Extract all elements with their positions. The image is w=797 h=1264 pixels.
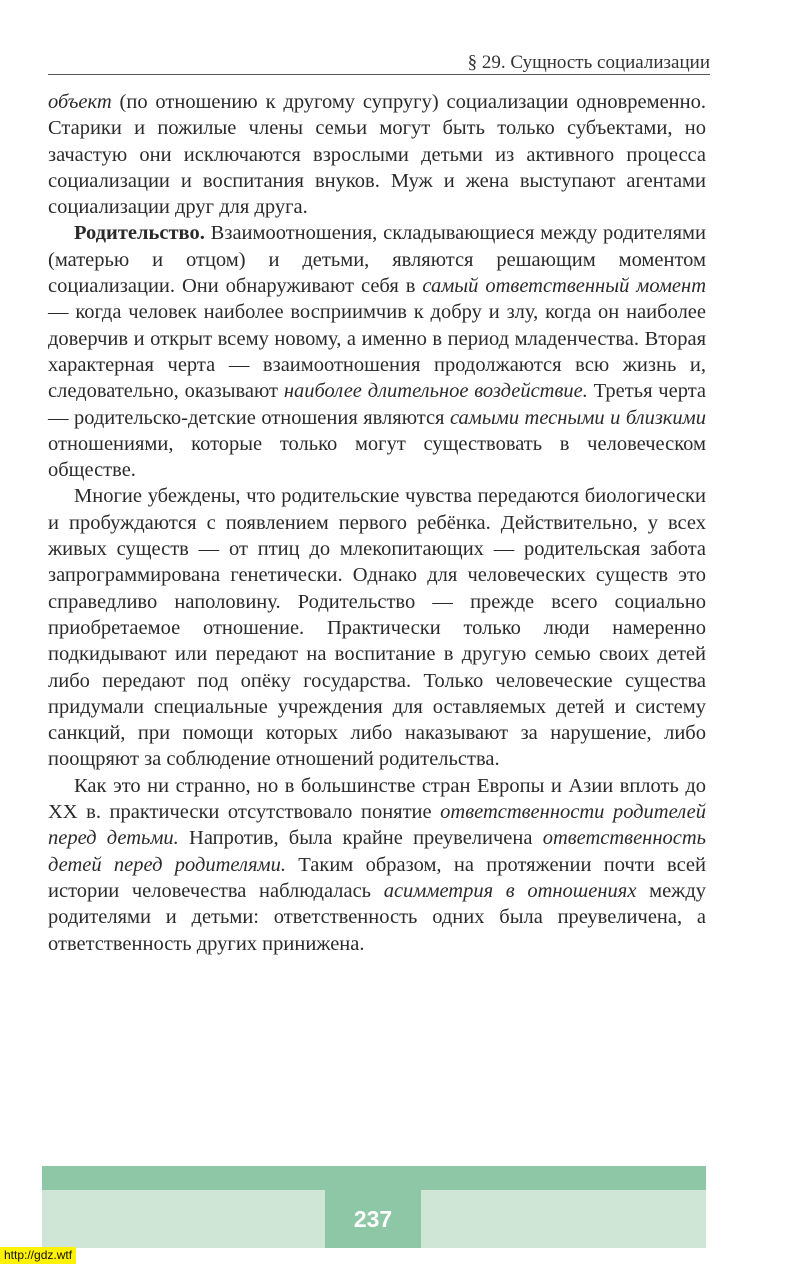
paragraph-text: между родителями и детьми: ответственность одних была преувеличена, а ответственность других принижена. xyxy=(48,879,707,955)
section-term-bold: Родительство. xyxy=(74,222,205,245)
footer-panel-left xyxy=(42,1190,325,1248)
paragraph-text: Третья черта — родительско-детские отношения являются xyxy=(48,380,707,429)
watermark-link[interactable]: http://gdz.wtf xyxy=(0,1247,76,1264)
paragraph-text: отношениями, которые только могут существовать в человеческом обществе. xyxy=(48,432,706,482)
italic-term: асимметрия в отношениях xyxy=(383,879,637,902)
footer-panel-right xyxy=(421,1190,706,1248)
running-header: § 29. Сущность социализации xyxy=(467,52,710,73)
italic-term: самый ответственный момент xyxy=(422,275,706,298)
page-body xyxy=(48,89,706,957)
italic-term: ответственности родителей перед детьми. xyxy=(48,801,706,850)
paragraph-text: Многие убеждены, что родительские чувства передаются биологически и пробуждаются с появлением первого ребёнка. Действительно, у всех живых существ — от птиц до млекопитающих — родительская забота запрограммирована генетически. Однако для человеческих существ это справедливо наполовину. Родительство — прежде всего социально приобретаемое отношение. Практически только люди намеренно подкидывают или передают на воспитание в другую семью своих детей либо передают под опёку государства. Только человеческие существа придумали специальные учреждения для оставляемых детей и систему санкций, при помощи которых либо наказывают за нарушение, либо поощряют за соблюдение отношений родительства. xyxy=(48,485,706,771)
paragraph-text: (по отношению к другому супругу) социализации одновременно. Старики и пожилые члены семьи могут быть только субъектами, но зачастую они исключаются взрослыми детьми из активного процесса социализации и воспитания внуков. Муж и жена выступают агентами социализации друг для друга. xyxy=(48,91,706,219)
paragraph-text: Таким образом, на протяжении почти всей истории человечества наблюдалась xyxy=(48,853,706,902)
italic-term: наиболее длительное воздействие. xyxy=(283,380,588,403)
italic-term: самыми тесными и близкими xyxy=(449,406,706,429)
footer-band xyxy=(42,1166,706,1190)
page-number: 237 xyxy=(353,1206,393,1232)
paragraph-2 xyxy=(48,220,706,483)
paragraph-text: — когда человек наиболее восприимчив к добру и злу, когда он наиболее доверчив и открыт всему новому, а именно в период младенчества. Вторая характерная черта — взаимоотношения продолжаются всю жизнь и, следовательно, оказывают xyxy=(48,301,706,403)
paragraph-1 xyxy=(48,89,706,220)
paragraph-text: Напротив, была крайне преувеличена xyxy=(178,827,543,850)
italic-term: объект xyxy=(48,91,112,113)
paragraph-text: Взаимоотношения, складывающиеся между родителями (матерью и отцом) и детьми, являются решающим моментом социализации. Они обнаруживают себя в xyxy=(48,222,706,298)
paragraph-text: Как это ни странно, но в большинстве стран Европы и Азии вплоть до XX в. практически отсутствовало понятие xyxy=(48,774,706,824)
header-divider xyxy=(48,74,710,75)
paragraph-4 xyxy=(48,773,706,957)
paragraph-3 xyxy=(48,483,706,772)
italic-term: ответственность детей перед родителями. xyxy=(48,827,706,876)
